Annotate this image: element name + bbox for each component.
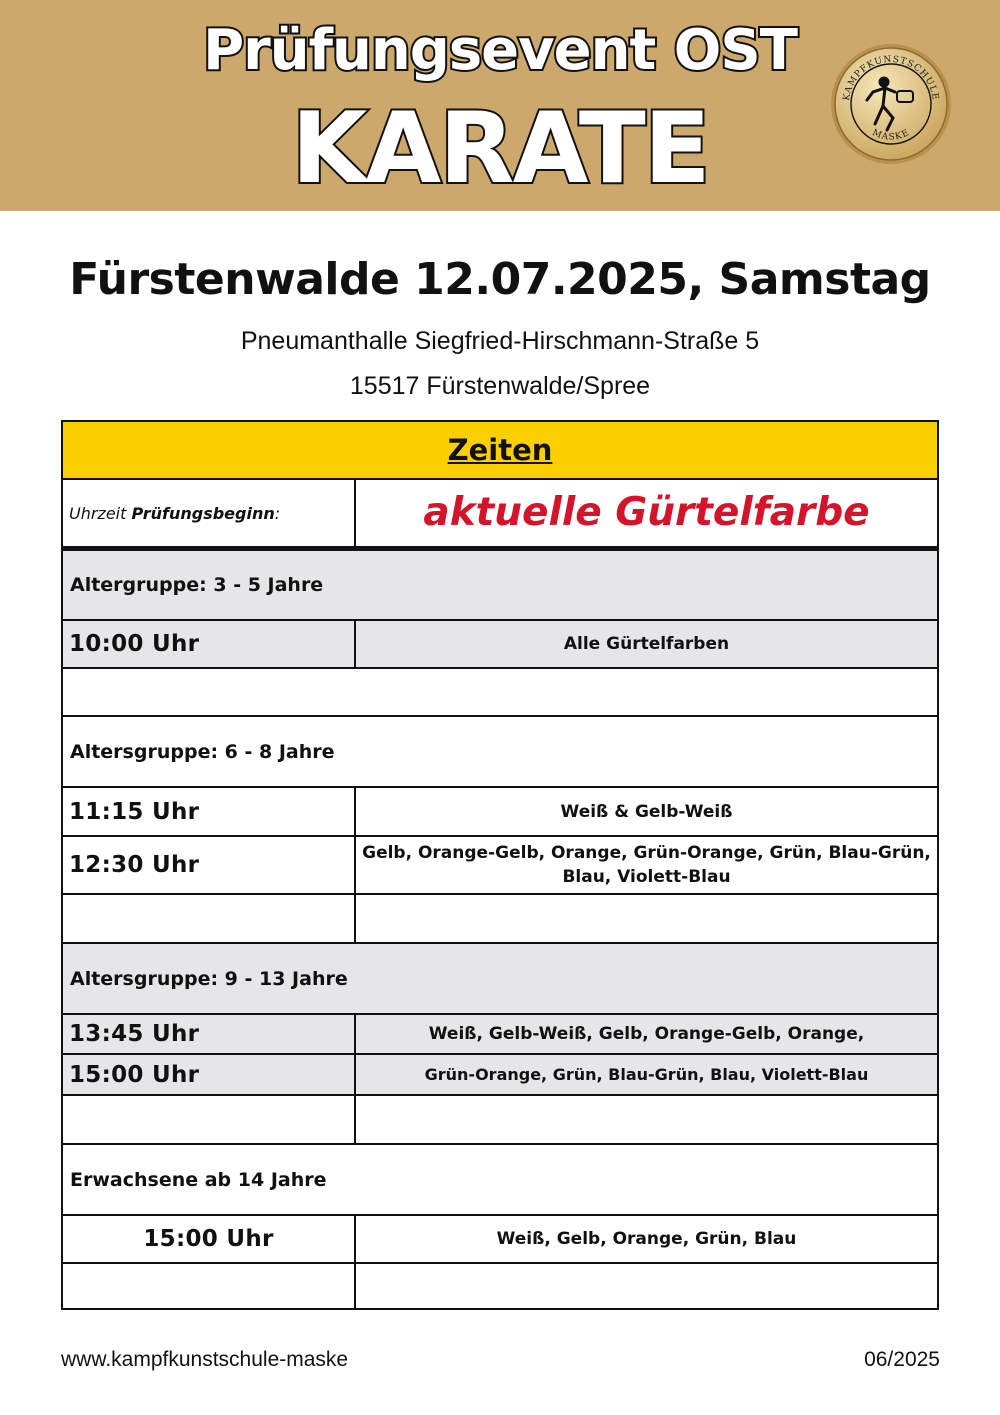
footer-website: www.kampfkunstschule-maske	[61, 1348, 349, 1371]
spacer-row	[63, 1096, 937, 1145]
table-row	[63, 788, 937, 837]
spacer-row	[63, 895, 937, 944]
time-cell: 12:30 Uhr	[63, 837, 356, 893]
group-label: Altersgruppe: 9 - 13 Jahre	[70, 967, 348, 990]
belt-cell: Grün-Orange, Grün, Blau-Grün, Blau, Violett-Blau	[424, 1064, 869, 1084]
seal-top-text: KAMPFKUNSTSCHULE	[842, 54, 940, 102]
seal-bottom-text: MASKE	[870, 127, 912, 143]
belt-cell: Weiß, Gelb, Orange, Grün, Blau	[496, 1229, 797, 1249]
time-cell: 10:00 Uhr	[63, 621, 356, 667]
time-cell: 15:00 Uhr	[63, 1216, 356, 1262]
address-street: Pneumanthalle Siegfried-Hirschmann-Straße 5	[240, 327, 760, 355]
empty-cell	[63, 1264, 356, 1308]
time-cell: 13:45 Uhr	[63, 1015, 356, 1053]
group-label: Altergruppe: 3 - 5 Jahre	[70, 574, 324, 596]
group-row	[63, 717, 937, 788]
event-title: Prüfungsevent OST	[203, 18, 797, 83]
empty-cell	[63, 1096, 356, 1143]
time-cell: 15:00 Uhr	[63, 1055, 356, 1094]
address-city: 15517 Fürstenwalde/Spree	[349, 372, 651, 400]
table-row	[63, 1055, 937, 1096]
group-row	[63, 1145, 937, 1216]
belt-cell: Weiß, Gelb-Weiß, Gelb, Orange-Gelb, Orange,	[428, 1024, 865, 1044]
belt-cell: Alle Gürtelfarben	[563, 634, 730, 654]
empty-cell	[63, 895, 356, 942]
spacer-row	[63, 669, 937, 717]
table-row	[63, 621, 937, 669]
header-time-label	[63, 480, 356, 546]
belt-cell: Gelb, Orange-Gelb, Orange, Grün-Orange, Grün, Blau-Grün, Blau, Violett-Blau	[362, 843, 931, 887]
header-time-bold: Prüfungsbeginn	[131, 503, 275, 523]
sport-title: KARATE	[291, 92, 709, 206]
header-banner	[0, 0, 1000, 211]
footer-date: 06/2025	[864, 1348, 940, 1371]
spacer-row	[63, 1264, 937, 1308]
group-label: Altersgruppe: 6 - 8 Jahre	[70, 740, 335, 763]
table-row	[63, 837, 937, 895]
table-row	[63, 1216, 937, 1264]
table-row	[63, 1015, 937, 1055]
group-row	[63, 944, 937, 1015]
schedule-table	[61, 420, 939, 1310]
time-cell: 11:15 Uhr	[63, 788, 356, 835]
header-belt-label: aktuelle Gürtelfarbe	[423, 490, 870, 535]
belt-cell: Weiß & Gelb-Weiß	[560, 801, 733, 822]
header-time-suffix: :	[274, 503, 281, 523]
group-label: Erwachsene ab 14 Jahre	[70, 1168, 327, 1191]
schedule-title-row	[63, 422, 937, 480]
school-seal-logo	[829, 42, 953, 166]
group-row	[63, 551, 937, 621]
header-time-prefix: Uhrzeit	[69, 503, 127, 523]
schedule-header-row	[63, 480, 937, 551]
event-location-date: Fürstenwalde 12.07.2025, Samstag	[69, 254, 931, 305]
schedule-title: Zeiten	[447, 433, 553, 467]
